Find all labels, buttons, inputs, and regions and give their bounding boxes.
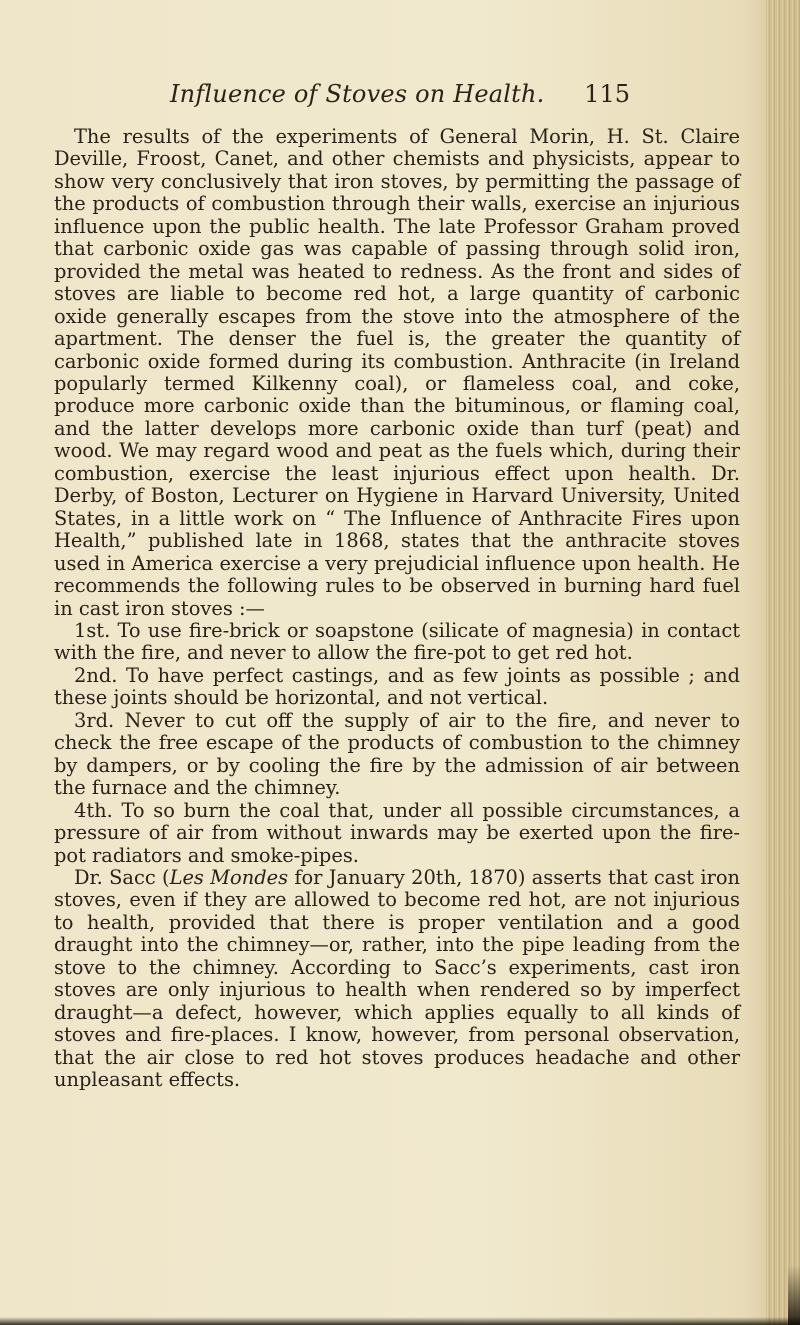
sacc-lead: Dr. Sacc ( — [74, 865, 170, 889]
page-edge-stack — [766, 0, 800, 1325]
corner-shadow — [788, 1265, 800, 1325]
bottom-shadow — [0, 1317, 800, 1325]
journal-title: Les Mondes — [169, 865, 289, 889]
sacc-paragraph — [54, 867, 740, 1092]
intro-paragraph: The results of the experiments of General Morin, H. St. Claire Deville, Froost, Canet, and other chemists and physicists, appear to show very conclusively that iron stoves, by permitting the passage of the products of combustion through their walls, exercise an injurious influence upon the public health. The late Professor Graham proved that carbonic oxide gas was capable of passing through solid iron, provided the metal was heated to redness. As the front and sides of stoves are liable to become red hot, a large quantity of carbonic oxide generally escapes from the stove into the atmosphere of the apartment. The denser the fuel is, the greater the quantity of carbonic oxide formed during its combustion. Anthracite (in Ireland popularly termed Kilkenny coal), or flameless coal, and coke, produce more carbonic oxide than the bituminous, or flaming coal, and the latter develops more carbonic oxide than turf (peat) and wood. We may regard wood and peat as the fuels which, during their combustion, exercise the least injurious effect upon health. Dr. Derby, of Boston, Lecturer on Hygiene in Harvard University, United States, in a little work on “ The Influence of Anthracite Fires upon Health,” published late in 1868, states that the anthracite stoves used in America exercise a very prejudicial influence upon health. He recommends the following rules to be observed in burning hard fuel in cast iron stoves :— — [54, 125, 740, 620]
running-title: Influence of Stoves on Health. — [170, 80, 545, 108]
rule-item: 2nd. To have perfect castings, and as few joints as possible ; and these joints should be horizontal, and not vertical. — [54, 663, 740, 710]
rule-item: 4th. To so burn the coal that, under all possible circumstances, a pressure of air from without inwards may be exerted upon the fire-pot radiators and smoke-pipes. — [54, 798, 740, 867]
sacc-rest: for January 20th, 1870) asserts that cast iron stoves, even if they are allowed to become red hot, are not injurious to health, provided that there is proper ventilation and a good draught into the chimney—or, rather, into the pipe leading from the stove to the chimney. According to Sacc’s experiments, cast iron stoves are only injurious to health when rendered so by imperfect draught—a defect, however, which applies equally to all kinds of stoves and fire-places. I know, however, from personal observation, that the air close to red hot stoves produces headache and other unpleasant effects. — [54, 865, 741, 1092]
page-header — [170, 80, 630, 120]
rule-item: 3rd. Never to cut off the supply of air to the fire, and never to check the free escape of the products of combustion to the chimney by dampers, or by cooling the fire by the admission of air between the furnace and the chimney. — [54, 708, 740, 800]
body-text — [54, 126, 740, 1091]
page-number: 115 — [584, 80, 630, 108]
rule-item: 1st. To use fire-brick or soapstone (silicate of magnesia) in contact with the fire, and never to allow the fire-pot to get red hot. — [54, 618, 740, 665]
